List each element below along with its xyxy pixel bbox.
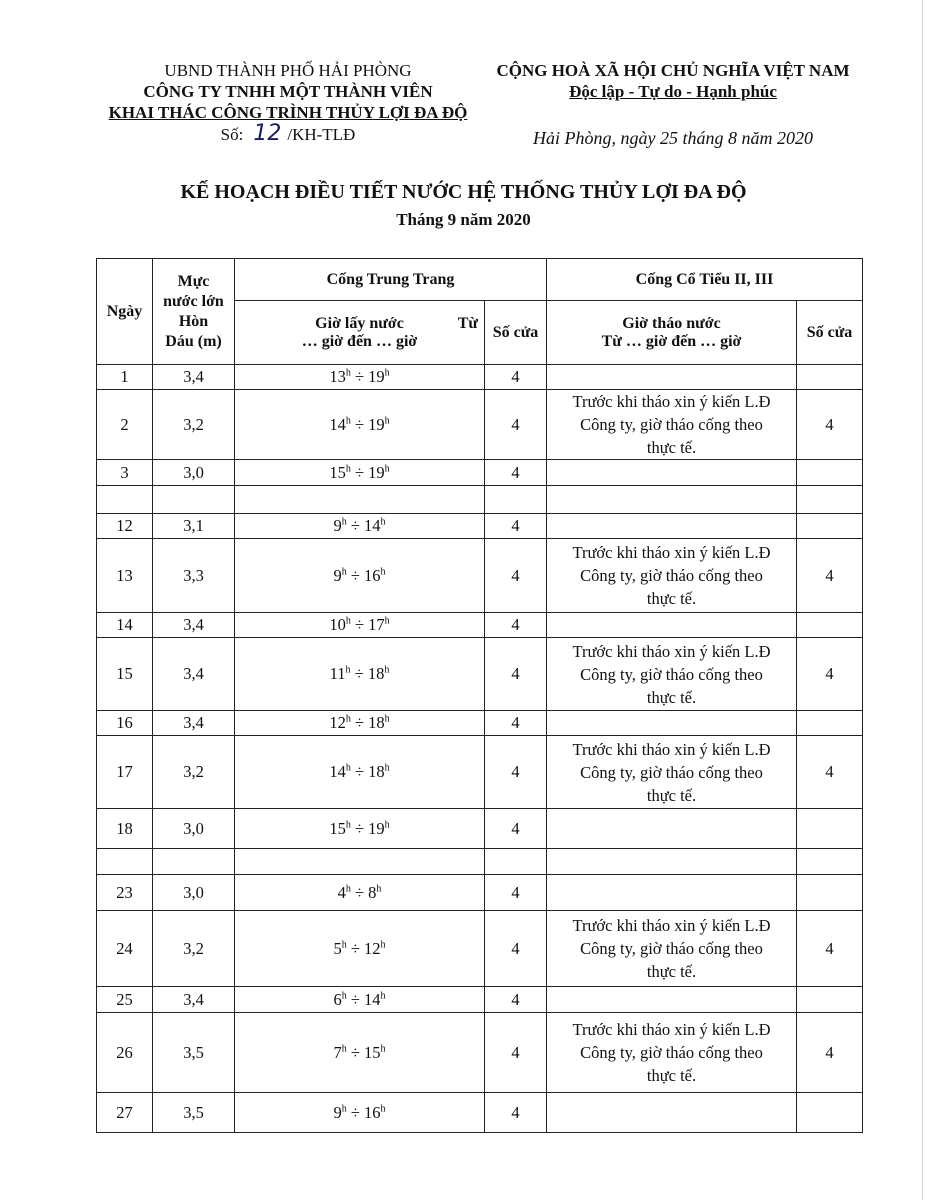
- table-row: [97, 460, 863, 486]
- table-row: [97, 875, 863, 911]
- header-day: Ngày: [97, 259, 153, 365]
- cell-level: 3,2: [153, 911, 235, 987]
- header-drain-line2: Từ … giờ đến … giờ: [601, 332, 742, 350]
- cell-gates: 4: [485, 365, 547, 390]
- cell-drain: [547, 809, 797, 849]
- national-motto-text: Độc lập - Tự do - Hạnh phúc: [569, 82, 777, 101]
- cell-drain: [547, 613, 797, 638]
- cell-drain: [547, 514, 797, 539]
- header-intake-line1: [235, 315, 484, 333]
- cell-drain-gates: [797, 365, 863, 390]
- header-intake-hours: [235, 301, 485, 365]
- cell-drain-gates: 4: [797, 390, 863, 460]
- cell-drain-gates: [797, 514, 863, 539]
- cell-gates: 4: [485, 539, 547, 613]
- cell-drain-gates: [797, 809, 863, 849]
- table-row: [97, 390, 863, 460]
- cell-drain: [547, 1093, 797, 1133]
- cell-gates: 4: [485, 711, 547, 736]
- cell-day: 16: [97, 711, 153, 736]
- header-gates: Số cửa: [485, 301, 547, 365]
- cell-level: 3,2: [153, 736, 235, 809]
- dateline: Hải Phòng, ngày 25 tháng 8 năm 2020: [533, 128, 813, 148]
- cell-drain-gates: [797, 613, 863, 638]
- cell-day: 15: [97, 638, 153, 711]
- cell-drain: [547, 987, 797, 1013]
- cell-drain-gates: [797, 875, 863, 911]
- cell-gates: 4: [485, 514, 547, 539]
- cell-day: 18: [97, 809, 153, 849]
- cell-intake: $14^h \div 19^h$: [235, 390, 485, 460]
- cell-intake: $9^h \div 16^h$: [235, 539, 485, 613]
- cell-drain-gates: [797, 460, 863, 486]
- cell-drain: [547, 711, 797, 736]
- cell-gates: 4: [485, 809, 547, 849]
- header-intake-line2: … giờ đến … giờ: [301, 332, 418, 350]
- issuer-block: [88, 60, 488, 145]
- cell-intake: $15^h \div 19^h$: [235, 809, 485, 849]
- header-trung-trang: Cống Trung Trang: [235, 259, 547, 301]
- header-water-level-line3: Hòn: [178, 312, 209, 330]
- table-row-gap: [97, 849, 863, 875]
- cell-gates: 4: [485, 736, 547, 809]
- header-drain-hours: [547, 301, 797, 365]
- cell-drain-note: Trước khi tháo xin ý kiến L.Đ Công ty, giờ tháo cống theo thực tế.: [547, 911, 797, 987]
- cell-day: 12: [97, 514, 153, 539]
- cell-drain-note: Trước khi tháo xin ý kiến L.Đ Công ty, giờ tháo cống theo thực tế.: [547, 539, 797, 613]
- cell-gates: 4: [485, 911, 547, 987]
- issuer-company: CÔNG TY TNHH MỘT THÀNH VIÊN: [143, 82, 433, 101]
- table-row: [97, 987, 863, 1013]
- header-intake-label: Giờ lấy nước: [315, 314, 404, 332]
- cell-drain: [547, 365, 797, 390]
- table-row: [97, 514, 863, 539]
- cell-intake: $15^h \div 19^h$: [235, 460, 485, 486]
- cell-drain-gates: [797, 711, 863, 736]
- cell-level: 3,2: [153, 390, 235, 460]
- header-water-level-line2: nước lớn: [163, 292, 224, 310]
- cell-day: 17: [97, 736, 153, 809]
- cell-level: 3,4: [153, 613, 235, 638]
- cell-drain-gates: [797, 1093, 863, 1133]
- cell-drain-gates: 4: [797, 1013, 863, 1093]
- cell-level: 3,0: [153, 875, 235, 911]
- document-number-value: 12: [253, 121, 282, 146]
- header-water-level-line4: Dáu (m): [165, 332, 222, 350]
- issuer-company-name: [88, 102, 488, 123]
- cell-gates: 4: [485, 638, 547, 711]
- table-row: [97, 539, 863, 613]
- header-water-level-line1: Mực: [177, 272, 210, 290]
- cell-drain-gates: [797, 987, 863, 1013]
- cell-drain: [547, 460, 797, 486]
- table-row: [97, 1013, 863, 1093]
- cell-drain-gates: 4: [797, 911, 863, 987]
- table-row: [97, 911, 863, 987]
- document-number-suffix: /KH-TLĐ: [287, 125, 356, 144]
- cell-level: 3,0: [153, 809, 235, 849]
- table-row: [97, 638, 863, 711]
- cell-gates: 4: [485, 1093, 547, 1133]
- cell-gates: 4: [485, 875, 547, 911]
- cell-day: 2: [97, 390, 153, 460]
- table-row: [97, 736, 863, 809]
- cell-gates: 4: [485, 460, 547, 486]
- cell-level: 3,4: [153, 638, 235, 711]
- national-motto: [478, 81, 868, 102]
- issuer-authority: UBND THÀNH PHỐ HẢI PHÒNG: [164, 61, 412, 80]
- header-drain-line1: Giờ tháo nước: [622, 314, 721, 332]
- cell-intake: $13^h \div 19^h$: [235, 365, 485, 390]
- cell-intake: $4^h \div 8^h$: [235, 875, 485, 911]
- table-row: [97, 809, 863, 849]
- cell-level: 3,0: [153, 460, 235, 486]
- cell-intake: $11^h \div 18^h$: [235, 638, 485, 711]
- table-row: [97, 365, 863, 390]
- document-title: KẾ HOẠCH ĐIỀU TIẾT NƯỚC HỆ THỐNG THỦY LỢI ĐA ĐỘ: [180, 181, 747, 203]
- cell-level: 3,5: [153, 1013, 235, 1093]
- cell-drain-gates: 4: [797, 539, 863, 613]
- cell-intake: $9^h \div 14^h$: [235, 514, 485, 539]
- cell-intake: $10^h \div 17^h$: [235, 613, 485, 638]
- header-intake-tu: Từ: [457, 314, 478, 332]
- cell-day: 26: [97, 1013, 153, 1093]
- header-co-tieu: Cống Cổ Tiểu II, III: [547, 259, 863, 301]
- table-row-gap: [97, 486, 863, 514]
- cell-intake: $14^h \div 18^h$: [235, 736, 485, 809]
- cell-drain-note: Trước khi tháo xin ý kiến L.Đ Công ty, giờ tháo cống theo thực tế.: [547, 638, 797, 711]
- cell-drain-gates: 4: [797, 638, 863, 711]
- cell-gates: 4: [485, 987, 547, 1013]
- national-motto-block: [478, 60, 868, 102]
- cell-day: 1: [97, 365, 153, 390]
- document-number: [88, 123, 488, 145]
- cell-level: 3,1: [153, 514, 235, 539]
- cell-day: 14: [97, 613, 153, 638]
- issuer-company-name-text: KHAI THÁC CÔNG TRÌNH THỦY LỢI ĐA ĐỘ: [108, 103, 468, 122]
- cell-drain-note: Trước khi tháo xin ý kiến L.Đ Công ty, giờ tháo cống theo thực tế.: [547, 1013, 797, 1093]
- cell-level: 3,3: [153, 539, 235, 613]
- cell-drain: [547, 875, 797, 911]
- cell-level: 3,4: [153, 365, 235, 390]
- scan-edge-line: [922, 0, 923, 1200]
- cell-gates: 4: [485, 1013, 547, 1093]
- cell-intake: $7^h \div 15^h$: [235, 1013, 485, 1093]
- cell-level: 3,4: [153, 987, 235, 1013]
- national-name: CỘNG HOÀ XÃ HỘI CHỦ NGHĨA VIỆT NAM: [496, 61, 850, 80]
- cell-drain-gates: 4: [797, 736, 863, 809]
- cell-gates: 4: [485, 613, 547, 638]
- schedule-table: [96, 258, 863, 1133]
- cell-drain-note: Trước khi tháo xin ý kiến L.Đ Công ty, giờ tháo cống theo thực tế.: [547, 736, 797, 809]
- cell-intake: $6^h \div 14^h$: [235, 987, 485, 1013]
- cell-drain-note: Trước khi tháo xin ý kiến L.Đ Công ty, giờ tháo cống theo thực tế.: [547, 390, 797, 460]
- schedule-body: [97, 365, 863, 1133]
- cell-intake: $5^h \div 12^h$: [235, 911, 485, 987]
- document-subtitle: Tháng 9 năm 2020: [396, 210, 531, 229]
- header-water-level: [153, 259, 235, 365]
- cell-day: 24: [97, 911, 153, 987]
- cell-day: 25: [97, 987, 153, 1013]
- cell-level: 3,5: [153, 1093, 235, 1133]
- table-row: [97, 613, 863, 638]
- table-row: [97, 1093, 863, 1133]
- cell-day: 27: [97, 1093, 153, 1133]
- cell-intake: $9^h \div 16^h$: [235, 1093, 485, 1133]
- cell-level: 3,4: [153, 711, 235, 736]
- table-row: [97, 711, 863, 736]
- cell-day: 13: [97, 539, 153, 613]
- cell-day: 23: [97, 875, 153, 911]
- cell-intake: $12^h \div 18^h$: [235, 711, 485, 736]
- header-drain-gates: Số cửa: [797, 301, 863, 365]
- cell-day: 3: [97, 460, 153, 486]
- document-number-label: Số:: [220, 125, 244, 144]
- cell-gates: 4: [485, 390, 547, 460]
